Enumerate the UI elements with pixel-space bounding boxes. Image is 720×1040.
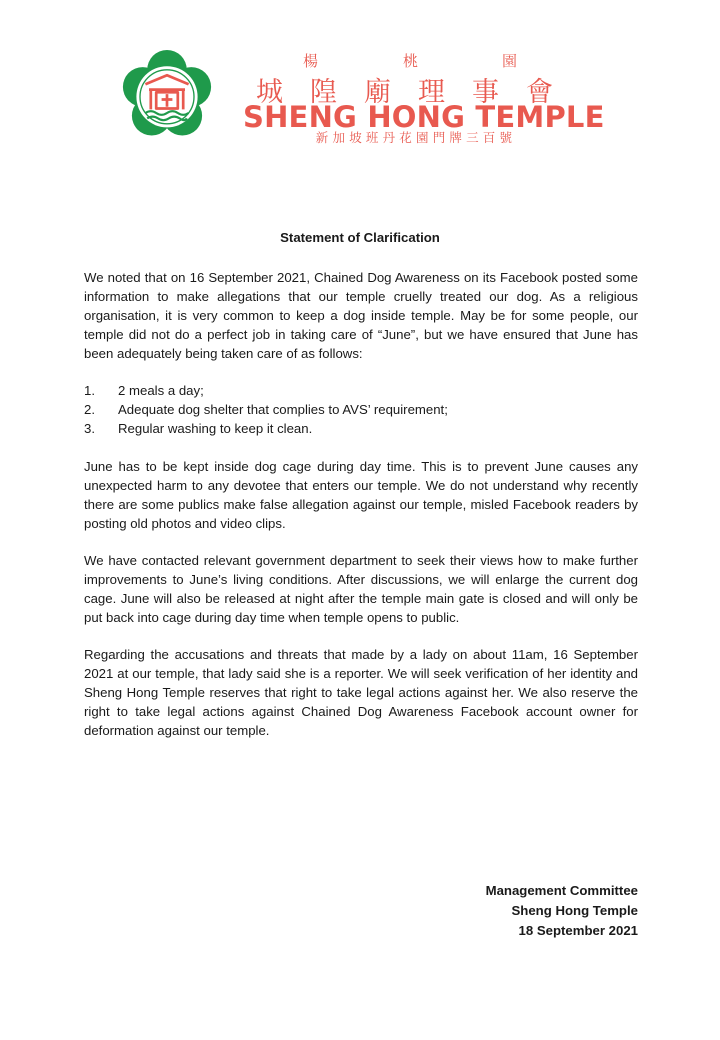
list-item-number: 3. xyxy=(84,421,95,436)
list-item-number: 2. xyxy=(84,402,95,417)
list-item xyxy=(84,381,638,400)
temple-english-name: SHENG HONG TEMPLE xyxy=(243,100,605,134)
signature-date: 18 September 2021 xyxy=(518,923,638,938)
chinese-small-char: 桃 xyxy=(403,52,419,70)
chinese-main-char: 城 xyxy=(256,77,283,108)
chinese-small-char: 楊 xyxy=(303,52,319,70)
chinese-main-char: 會 xyxy=(526,77,553,108)
paragraph-legal-action: Regarding the accusations and threats that made by a lady on about 11am, 16 September 2021 at our temple, that lady said she is a reporter. We will seek verification of her identity and Sheng Hong Temple reserves that right to take legal actions against her. We also reserve the right to take legal actions against Chained Dog Awareness Facebook account owner for deformation against our temple. xyxy=(84,647,638,738)
care-list xyxy=(84,381,638,438)
list-item xyxy=(84,400,638,419)
chinese-main-char: 理 xyxy=(418,77,445,108)
statement-body xyxy=(84,268,638,758)
chinese-main-char: 廟 xyxy=(364,77,391,108)
signature-committee: Management Committee xyxy=(485,883,638,898)
chinese-small-char: 園 xyxy=(502,52,518,70)
chinese-address: 新加坡班丹花園門牌三百號 xyxy=(315,130,517,145)
paragraph-dog-cage: June has to be kept inside dog cage during day time. This is to prevent June causes any unexpected harm to any devotee that enters our temple. We do not understand why recently there are some publics make false allegation against our temple, misled Facebook readers by posting old photos and video clips. xyxy=(84,459,638,531)
signature-organisation: Sheng Hong Temple xyxy=(511,903,638,918)
statement-title: Statement of Clarification xyxy=(280,230,440,245)
temple-emblem-icon xyxy=(122,50,212,140)
chinese-main-char: 事 xyxy=(472,77,499,108)
list-item-text: Adequate dog shelter that complies to AVS’ requirement; xyxy=(118,402,448,417)
list-item xyxy=(84,419,638,438)
signature-block xyxy=(486,881,638,941)
letterhead xyxy=(0,0,720,160)
list-item-number: 1. xyxy=(84,383,95,398)
paragraph-improvements: We have contacted relevant government department to seek their views how to make further improvements to June’s living conditions. After discussions, we will enlarge the current dog cage. June will also be released at night after the temple main gate is closed and will only be put back into cage during day time when temple opens to public. xyxy=(84,553,638,625)
list-item-text: 2 meals a day; xyxy=(118,383,204,398)
list-item-text: Regular washing to keep it clean. xyxy=(118,421,313,436)
chinese-main-char: 隍 xyxy=(310,77,337,108)
paragraph-allegation: We noted that on 16 September 2021, Chained Dog Awareness on its Facebook posted some information to make allegations that our temple cruelly treated our dog. As a religious organisation, it is very common to keep a dog inside temple. May be for some people, our temple did not do a perfect job in taking care of “June”, but we have ensured that June has been adequately being taken care of as follows: xyxy=(84,270,638,361)
